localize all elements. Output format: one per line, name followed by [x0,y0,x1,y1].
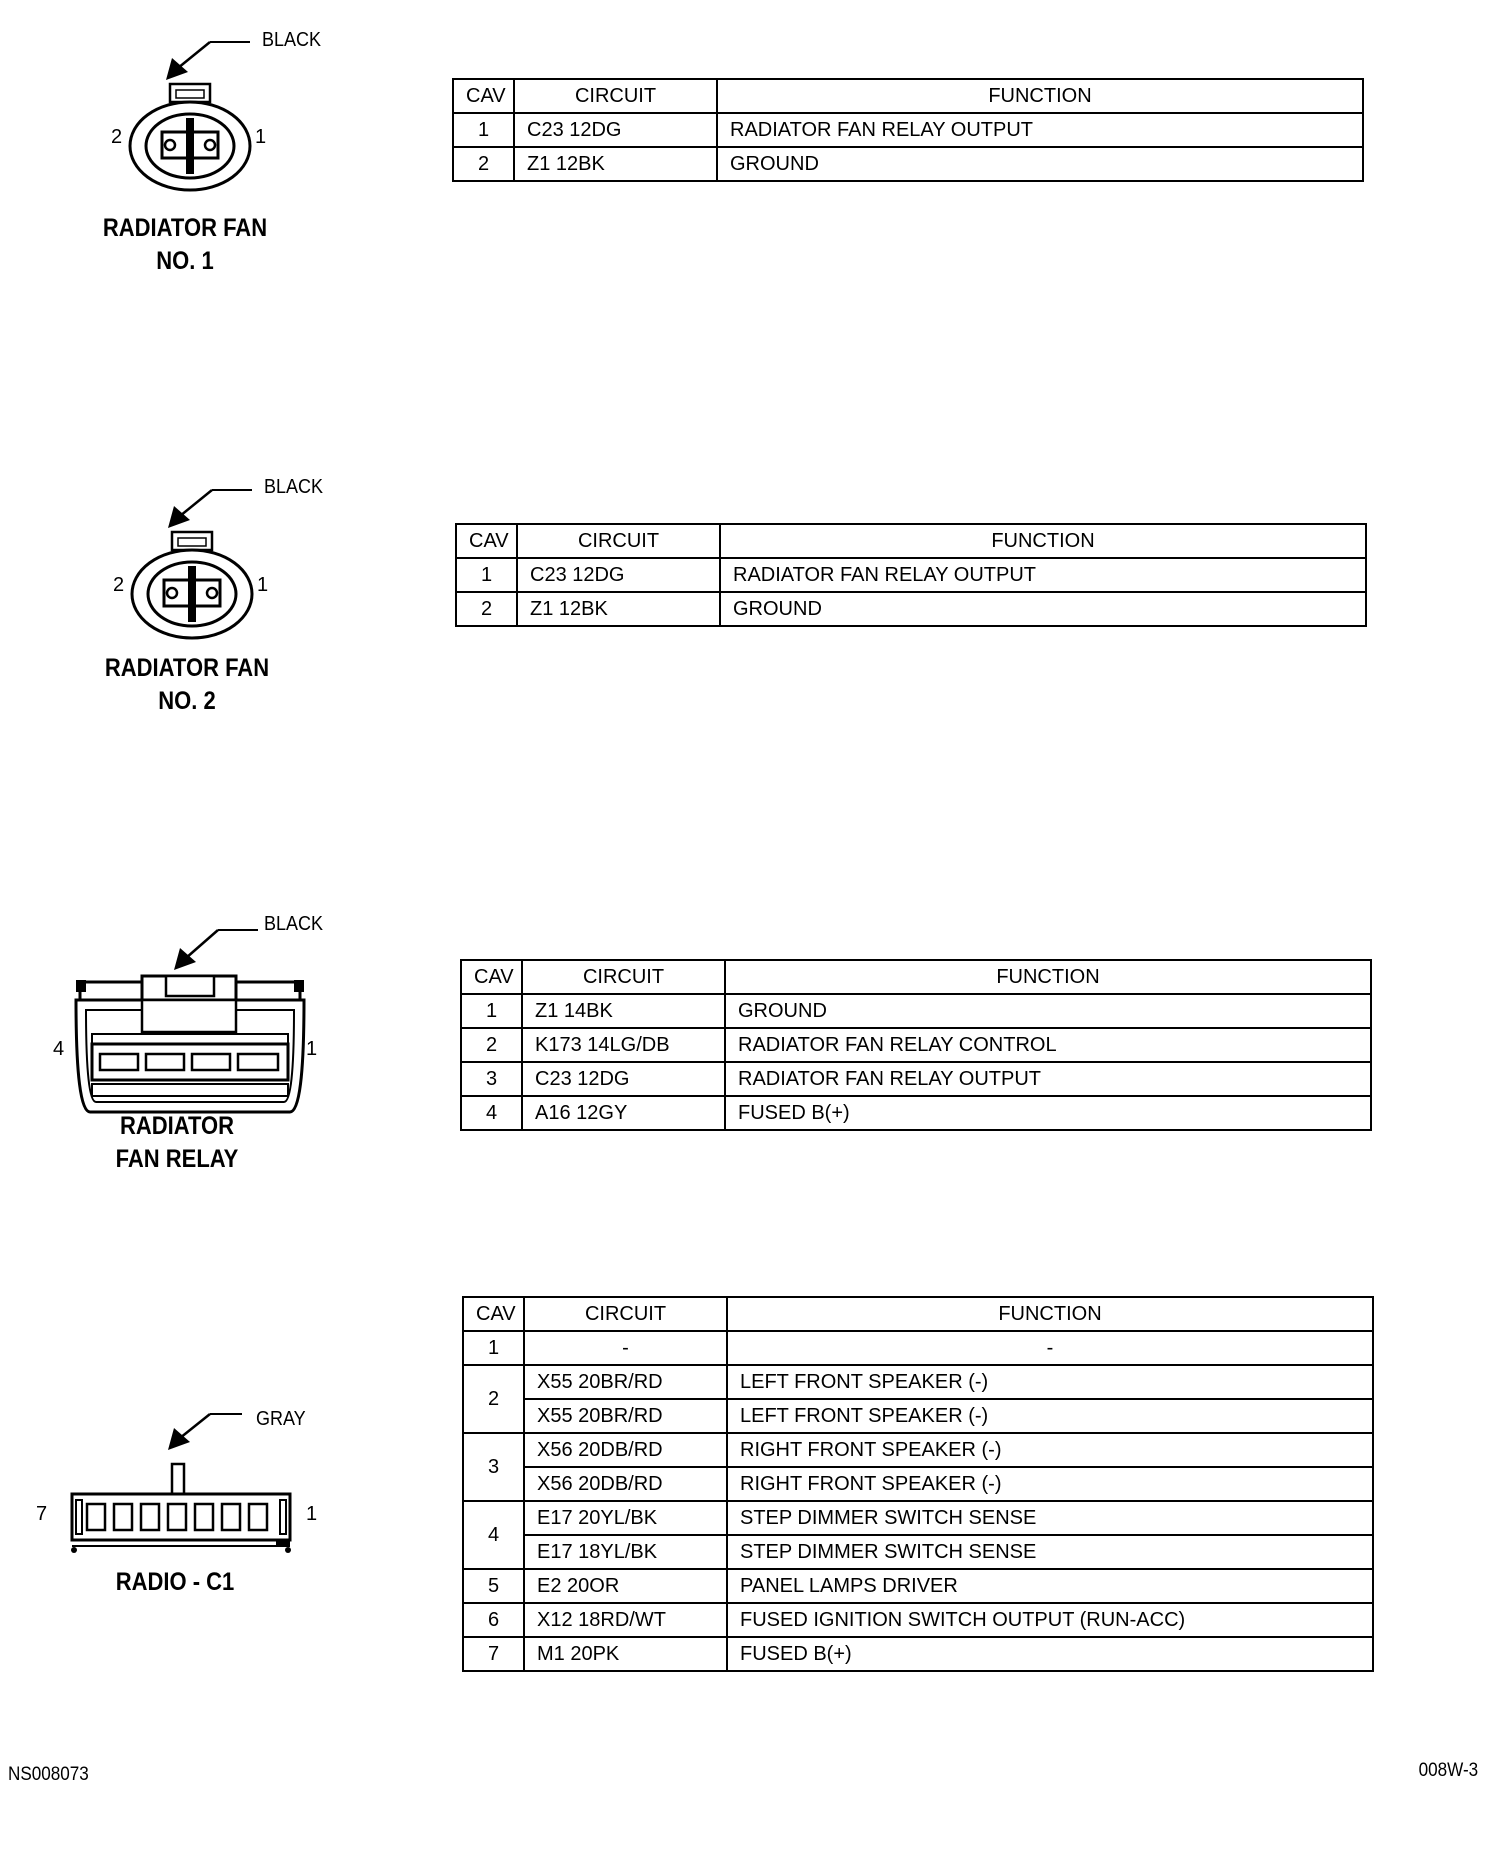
connector-color-label: BLACK [262,29,322,51]
cav-cell: 2 [461,1028,522,1062]
circuit-cell: C23 12DG [514,113,717,147]
function-cell: LEFT FRONT SPEAKER (-) [727,1365,1373,1399]
function-cell: RADIATOR FAN RELAY OUTPUT [720,558,1366,592]
circuit-cell: Z1 14BK [522,994,725,1028]
connector-color-label: BLACK [264,476,324,498]
circuit-cell: Z1 12BK [517,592,720,626]
circuit-cell: X55 20BR/RD [524,1399,727,1433]
table-row [463,1569,1373,1603]
function-cell: RIGHT FRONT SPEAKER (-) [727,1467,1373,1501]
header-function: FUNCTION [720,524,1366,558]
circuit-cell: Z1 12BK [514,147,717,181]
table-row [463,1331,1373,1365]
connector-color-label: BLACK [264,913,324,935]
function-cell: FUSED B(+) [725,1096,1371,1130]
function-cell: PANEL LAMPS DRIVER [727,1569,1373,1603]
circuit-cell: K173 14LG/DB [522,1028,725,1062]
pin-number-right: 1 [306,1503,318,1525]
function-cell: RIGHT FRONT SPEAKER (-) [727,1433,1373,1467]
title-line-2: NO. 1 [156,247,214,275]
function-cell: GROUND [717,147,1363,181]
table-row [463,1399,1373,1433]
circuit-cell: E17 20YL/BK [524,1501,727,1535]
header-cav: CAV [463,1297,524,1331]
pinout-table [462,1296,1374,1672]
function-cell: - [727,1331,1373,1365]
table-row [463,1433,1373,1467]
cav-cell: 2 [463,1365,524,1433]
cav-cell: 2 [456,592,517,626]
pin-number-left: 4 [53,1038,65,1060]
circuit-cell: C23 12DG [517,558,720,592]
circuit-cell: X56 20DB/RD [524,1433,727,1467]
function-cell: STEP DIMMER SWITCH SENSE [727,1501,1373,1535]
cav-cell: 1 [461,994,522,1028]
table-row [463,1637,1373,1671]
pin-number-right: 1 [255,126,267,148]
circuit-cell: X12 18RD/WT [524,1603,727,1637]
cav-cell: 4 [461,1096,522,1130]
table-row [463,1535,1373,1569]
circuit-cell: E2 20OR [524,1569,727,1603]
function-cell: FUSED B(+) [727,1637,1373,1671]
function-cell: RADIATOR FAN RELAY OUTPUT [725,1062,1371,1096]
cav-cell: 1 [453,113,514,147]
header-function: FUNCTION [727,1297,1373,1331]
header-function: FUNCTION [717,79,1363,113]
title-line-2: FAN RELAY [115,1145,239,1173]
function-cell: GROUND [725,994,1371,1028]
header-circuit: CIRCUIT [522,960,725,994]
title-line-2: NO. 2 [158,687,216,715]
title-line-1: RADIO - C1 [115,1568,235,1596]
circuit-cell: X55 20BR/RD [524,1365,727,1399]
connector-color-label: GRAY [256,1408,306,1430]
function-cell: RADIATOR FAN RELAY OUTPUT [717,113,1363,147]
function-cell: FUSED IGNITION SWITCH OUTPUT (RUN-ACC) [727,1603,1373,1637]
pointer-arrow-icon [168,1414,242,1450]
header-circuit: CIRCUIT [514,79,717,113]
seven-pin-radio-connector-icon [71,1464,291,1553]
pin-number-right: 1 [257,574,269,596]
table-row [463,1603,1373,1637]
header-cav: CAV [453,79,514,113]
page-code: 008W-3 [1418,1760,1478,1781]
cav-cell: 1 [463,1331,524,1365]
cav-cell: 3 [461,1062,522,1096]
title-line-1: RADIATOR FAN [102,214,268,242]
function-cell: RADIATOR FAN RELAY CONTROL [725,1028,1371,1062]
cav-cell: 6 [463,1603,524,1637]
cav-cell: 1 [456,558,517,592]
header-cav: CAV [456,524,517,558]
circuit-cell: - [524,1331,727,1365]
table-row [463,1365,1373,1399]
connector-title [74,1566,276,1599]
header-cav: CAV [461,960,522,994]
function-cell: STEP DIMMER SWITCH SENSE [727,1535,1373,1569]
circuit-cell: X56 20DB/RD [524,1467,727,1501]
pin-number-right: 1 [306,1038,318,1060]
header-circuit: CIRCUIT [517,524,720,558]
header-circuit: CIRCUIT [524,1297,727,1331]
cav-cell: 5 [463,1569,524,1603]
circuit-cell: M1 20PK [524,1637,727,1671]
title-line-1: RADIATOR [119,1112,235,1140]
document-code: NS008073 [8,1764,89,1785]
header-function: FUNCTION [725,960,1371,994]
circuit-cell: A16 12GY [522,1096,725,1130]
pin-number-left: 2 [113,574,125,596]
function-cell: GROUND [720,592,1366,626]
cav-cell: 2 [453,147,514,181]
circuit-cell: C23 12DG [522,1062,725,1096]
cav-cell: 4 [463,1501,524,1569]
function-cell: LEFT FRONT SPEAKER (-) [727,1399,1373,1433]
table-row [463,1501,1373,1535]
pin-number-left: 7 [36,1503,48,1525]
circuit-cell: E17 18YL/BK [524,1535,727,1569]
pin-number-left: 2 [111,126,123,148]
title-line-1: RADIATOR FAN [104,654,270,682]
table-header-row [463,1297,1373,1331]
cav-cell: 7 [463,1637,524,1671]
cav-cell: 3 [463,1433,524,1501]
table-row [463,1467,1373,1501]
